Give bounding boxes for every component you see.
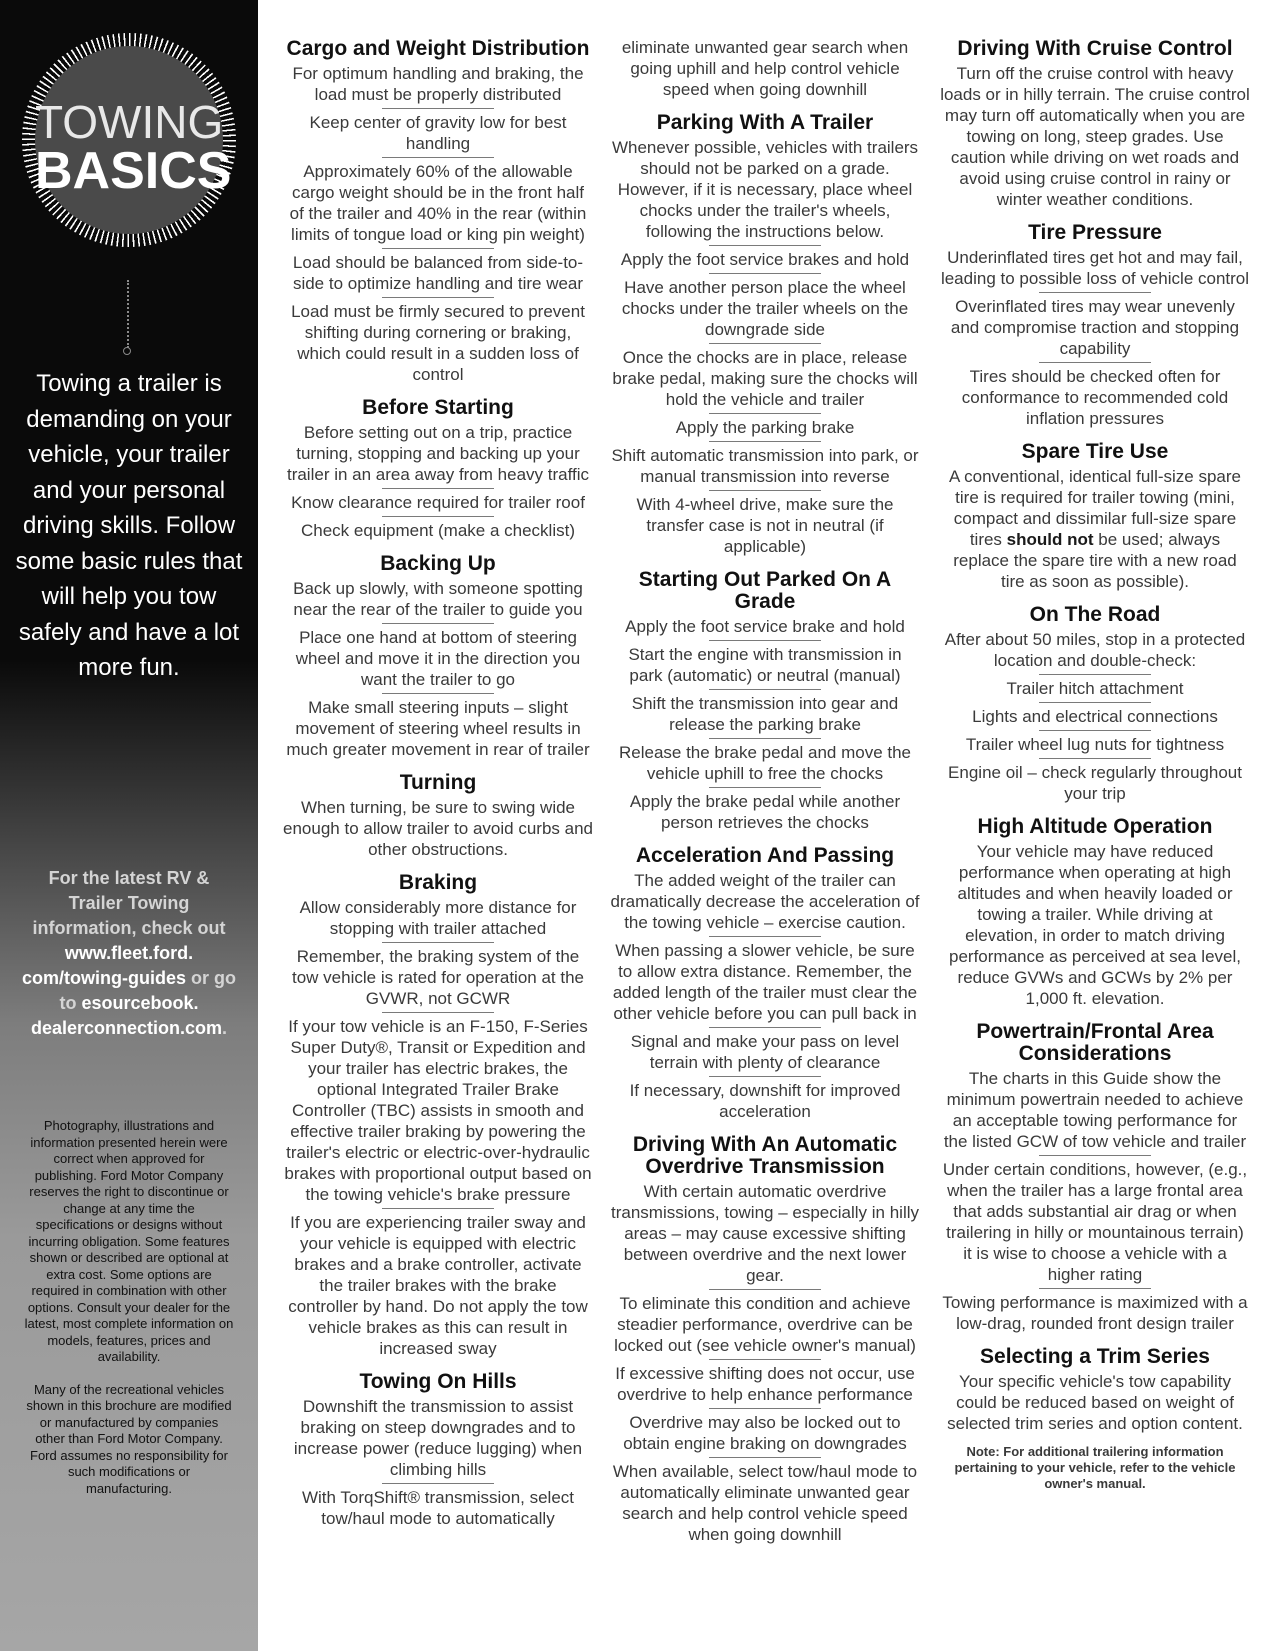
section-heading-trim: Selecting a Trim Series <box>980 1345 1210 1368</box>
disclaimer <box>24 1118 234 1513</box>
latest-text-2: or go to <box>59 968 236 1013</box>
paragraph-grade: Start the engine with transmission in park (automatic) or neutral (manual) <box>628 645 902 685</box>
section-heading-braking: Braking <box>398 871 478 894</box>
paragraph-cargo: Approximately 60% of the allowable cargo weight should be in the front half of the trailer and 40% in the rear (within limits of tongue load or king pin weight) <box>289 162 587 244</box>
section-heading-grade: Starting Out Parked On A Grade <box>638 568 892 613</box>
paragraph-braking: Remember, the braking system of the tow vehicle is rated for operation at the GVWR, not GCWR <box>292 947 584 1008</box>
paragraph-road: Engine oil – check regularly throughout your trip <box>948 763 1242 803</box>
latest-info <box>20 866 238 1041</box>
paragraph-parking: Shift automatic transmission into park, or manual transmission into reverse <box>611 446 919 486</box>
section-heading-cargo: Cargo and Weight Distribution <box>286 37 590 60</box>
paragraph-trim: Your specific vehicle's tow capability could be reduced based on weight of selected trim series and option content. <box>947 1372 1243 1433</box>
badge-center <box>35 46 232 234</box>
paragraph-before: Check equipment (make a checklist) <box>300 521 575 540</box>
divider <box>382 297 494 298</box>
paragraph-tire: Underinflated tires get hot and may fail, leading to possible loss of vehicle control <box>940 248 1250 288</box>
divider <box>382 488 494 489</box>
divider <box>1039 1155 1151 1156</box>
paragraph-grade: Apply the brake pedal while another person retrieves the chocks <box>629 792 901 832</box>
disclaimer-paragraph-1: Photography, illustrations and information presented herein were correct when approved for publishing. Ford Motor Company reserves the right to discontinue or change at any time the specifications or designs without incurring obligation. Some features shown or described are optional at extra cost. Some options are required in combination with other options. Consult your dealer for the latest, most complete information on models, features, prices and availability. <box>24 1118 234 1364</box>
divider <box>382 942 494 943</box>
paragraph-overdrive: To eliminate this condition and achieve steadier performance, overdrive can be locked out (see vehicle owner's manual) <box>614 1294 916 1355</box>
section-heading-tire: Tire Pressure <box>1028 221 1162 244</box>
esourcebook-link[interactable]: esourcebook. dealerconnection.com <box>30 993 223 1038</box>
section-heading-hills: Towing On Hills <box>359 1370 517 1393</box>
fleet-link[interactable]: www.fleet.ford. com/towing-guides <box>22 943 194 988</box>
paragraph-parking: Apply the parking brake <box>675 418 855 437</box>
intro-text: Towing a trailer is demanding on your vehicle, your trailer and your personal driving skills. Follow some basic rules that will help you tow safely and have a lot more fun. <box>15 370 243 681</box>
badge-title-line2: BASICS <box>35 142 232 200</box>
paragraph-road: Lights and electrical connections <box>972 707 1218 726</box>
divider <box>709 441 821 442</box>
paragraph-continued: eliminate unwanted gear search when going uphill and help control vehicle speed when going downhill <box>621 38 909 99</box>
paragraph-grade: Apply the foot service brake and hold <box>625 617 905 636</box>
disclaimer-paragraph-2: Many of the recreational vehicles shown in this brochure are modified or manufactured by companies other than Ford Motor Company. Ford assumes no responsibility for such modifications or manufacturing. <box>26 1381 232 1496</box>
spare-text-c: be used; always replace the spare tire with a new road tire as soon as possible). <box>953 530 1237 591</box>
paragraph-road: After about 50 miles, stop in a protected location and double-check: <box>944 630 1246 670</box>
divider <box>1039 362 1151 363</box>
section-heading-powertrain: Powertrain/Frontal Area Considerations <box>976 1020 1214 1065</box>
divider <box>1039 674 1151 675</box>
paragraph-parking: Once the chocks are in place, release brake pedal, making sure the chocks will hold the vehicle and trailer <box>612 348 918 409</box>
paragraph-backing: Back up slowly, with someone spotting near the rear of the trailer to guide you <box>293 579 583 619</box>
divider <box>709 787 821 788</box>
paragraph-hills: With TorqShift® transmission, select tow/haul mode to automatically <box>301 1488 575 1528</box>
paragraph-parking: Whenever possible, vehicles with trailers should not be parked on a grade. However, if it is necessary, place wheel chocks under the trailer's wheels, following the instructions below. <box>611 138 919 241</box>
paragraph-overdrive: When available, select tow/haul mode to automatically eliminate unwanted gear search and help control vehicle speed when going downhill <box>612 1462 918 1544</box>
column-3 <box>940 34 1250 1492</box>
section-heading-overdrive: Driving With An Automatic Overdrive Transmission <box>632 1133 898 1178</box>
spare-text-emphasis: should not <box>1006 530 1094 549</box>
divider <box>709 738 821 739</box>
divider <box>382 108 494 109</box>
section-heading-cruise: Driving With Cruise Control <box>957 37 1233 60</box>
connector-dot <box>123 347 131 355</box>
divider <box>1039 730 1151 731</box>
paragraph-tire: Tires should be checked often for conformance to recommended cold inflation pressures <box>961 367 1229 428</box>
towing-basics-badge <box>22 33 236 247</box>
divider <box>709 936 821 937</box>
paragraph-parking: Have another person place the wheel chocks under the trailer wheels on the downgrade side <box>621 278 909 339</box>
badge-title-line1: TOWING <box>35 96 224 148</box>
divider <box>709 689 821 690</box>
paragraph-braking: If your tow vehicle is an F-150, F-Series Super Duty®, Transit or Expedition and your trailer has electric brakes, the optional Integrated Trailer Brake Controller (TBC) assists in smooth and effective trailer braking by powering the trailer's electric or electric-over-hydraulic brakes with proportional output based on the towing vehicle's brake pressure <box>284 1017 592 1204</box>
section-heading-road: On The Road <box>1029 603 1161 626</box>
divider <box>709 273 821 274</box>
paragraph-cargo: Load should be balanced from side-to-side to optimize handling and tire wear <box>292 253 584 293</box>
paragraph-powertrain: Under certain conditions, however, (e.g., when the trailer has a large frontal area that adds substantial air drag or when trailering in hilly or mountainous terrain) it is wise to choose a vehicle with a higher rating <box>942 1160 1248 1284</box>
paragraph-braking: If you are experiencing trailer sway and your vehicle is equipped with electric brakes and a brake controller, activate the trailer brakes with the brake controller by hand. Do not apply the tow vehicle brakes as this can result in increased sway <box>288 1213 588 1358</box>
section-heading-altitude: High Altitude Operation <box>977 815 1213 838</box>
paragraph-backing: Place one hand at bottom of steering wheel and move it in the direction you want the trailer to go <box>295 628 581 689</box>
paragraph-accel: If necessary, downshift for improved acceleration <box>629 1081 901 1121</box>
paragraph-accel: Signal and make your pass on level terrain with plenty of clearance <box>630 1032 900 1072</box>
divider <box>709 1408 821 1409</box>
paragraph-cargo: Load must be firmly secured to prevent shifting during cornering or braking, which could result in a sudden loss of control <box>291 302 585 384</box>
paragraph-cargo: Keep center of gravity low for best handling <box>309 113 567 153</box>
divider <box>709 413 821 414</box>
divider <box>382 1208 494 1209</box>
paragraph-cargo: For optimum handling and braking, the load must be properly distributed <box>292 64 584 104</box>
section-heading-before: Before Starting <box>362 396 514 419</box>
column-1 <box>283 34 593 1529</box>
latest-text-1: For the latest RV & Trailer Towing information, check out <box>32 868 226 938</box>
paragraph-spare <box>940 466 1250 592</box>
dotted-connector <box>127 280 129 348</box>
section-heading-accel: Acceleration And Passing <box>635 844 895 867</box>
paragraph-before: Know clearance required for trailer roof <box>291 493 585 512</box>
paragraph-powertrain: Towing performance is maximized with a low-drag, rounded front design trailer <box>942 1293 1248 1333</box>
column-2 <box>610 34 920 1545</box>
paragraph-before: Before setting out on a trip, practice turning, stopping and backing up your trailer in an area away from heavy traffic <box>286 423 590 484</box>
divider <box>709 1457 821 1458</box>
divider <box>382 1012 494 1013</box>
paragraph-braking: Allow considerably more distance for stopping with trailer attached <box>299 898 577 938</box>
divider <box>382 623 494 624</box>
paragraph-parking: With 4-wheel drive, make sure the transfer case is not in neutral (if applicable) <box>636 495 894 556</box>
paragraph-altitude: Your vehicle may have reduced performance when operating at high altitudes and when heavily loaded or towing a trailer. While driving at elevation, in order to match driving performance as perceived at sea level, reduce GVWs and GCWs by 2% per 1,000 ft. elevation. <box>949 842 1241 1008</box>
paragraph-overdrive: If excessive shifting does not occur, use overdrive to help enhance performance <box>615 1364 915 1404</box>
paragraph-road: Trailer wheel lug nuts for tightness <box>965 735 1225 754</box>
divider <box>1039 1288 1151 1289</box>
divider <box>709 1027 821 1028</box>
divider <box>709 343 821 344</box>
paragraph-powertrain: The charts in this Guide show the minimum powertrain needed to achieve an acceptable towing performance for the listed GCW of tow vehicle and trailer <box>943 1069 1247 1151</box>
divider <box>709 245 821 246</box>
paragraph-accel: When passing a slower vehicle, be sure to allow extra distance. Remember, the added length of the trailer must clear the other vehicle before you can pull back in <box>612 941 918 1023</box>
paragraph-cruise: Turn off the cruise control with heavy loads or in hilly terrain. The cruise control may turn off automatically when you are towing on long, steep grades. Use caution while driving on wet roads and avoid using cruise control in rainy or winter weather conditions. <box>940 64 1250 209</box>
divider <box>382 248 494 249</box>
section-heading-turning: Turning <box>399 771 477 794</box>
paragraph-overdrive: Overdrive may also be locked out to obtain engine braking on downgrades <box>623 1413 907 1453</box>
paragraph-accel: The added weight of the trailer can dramatically decrease the acceleration of the towing vehicle – exercise caution. <box>610 871 920 932</box>
divider <box>382 693 494 694</box>
section-heading-backing: Backing Up <box>380 552 496 575</box>
divider <box>709 1289 821 1290</box>
paragraph-hills: Downshift the transmission to assist braking on steep downgrades and to increase power (reduce lugging) when climbing hills <box>293 1397 583 1479</box>
paragraph-road: Trailer hitch attachment <box>1006 679 1184 698</box>
divider <box>1039 292 1151 293</box>
sidebar <box>0 0 258 1651</box>
divider <box>1039 702 1151 703</box>
paragraph-tire: Overinflated tires may wear unevenly and compromise traction and stopping capability <box>950 297 1240 358</box>
latest-text-3: . <box>222 1018 228 1038</box>
section-heading-parking: Parking With A Trailer <box>656 111 874 134</box>
divider <box>709 490 821 491</box>
divider <box>709 640 821 641</box>
note-text: Note: For additional trailering information pertaining to your vehicle, refer to the vehicle owner's manual. <box>954 1444 1236 1491</box>
section-heading-spare: Spare Tire Use <box>1021 440 1169 463</box>
paragraph-overdrive: With certain automatic overdrive transmissions, towing – especially in hilly areas – may cause excessive shifting between overdrive and the next lower gear. <box>610 1182 920 1285</box>
paragraph-parking: Apply the foot service brakes and hold <box>620 250 910 269</box>
paragraph-turning: When turning, be sure to swing wide enough to allow trailer to avoid curbs and other obstructions. <box>283 798 593 859</box>
divider <box>382 516 494 517</box>
divider <box>382 1483 494 1484</box>
spare-text-a: A conventional, identical full-size spare tire is required for trailer towing (mini, compact and dissimilar full-size spare tires <box>949 467 1241 549</box>
divider <box>709 1359 821 1360</box>
divider <box>709 1076 821 1077</box>
paragraph-grade: Shift the transmission into gear and release the parking brake <box>631 694 899 734</box>
paragraph-backing: Make small steering inputs – slight movement of steering wheel results in much greater movement in rear of trailer <box>286 698 590 759</box>
divider <box>1039 758 1151 759</box>
paragraph-grade: Release the brake pedal and move the vehicle uphill to free the chocks <box>618 743 912 783</box>
divider <box>382 157 494 158</box>
